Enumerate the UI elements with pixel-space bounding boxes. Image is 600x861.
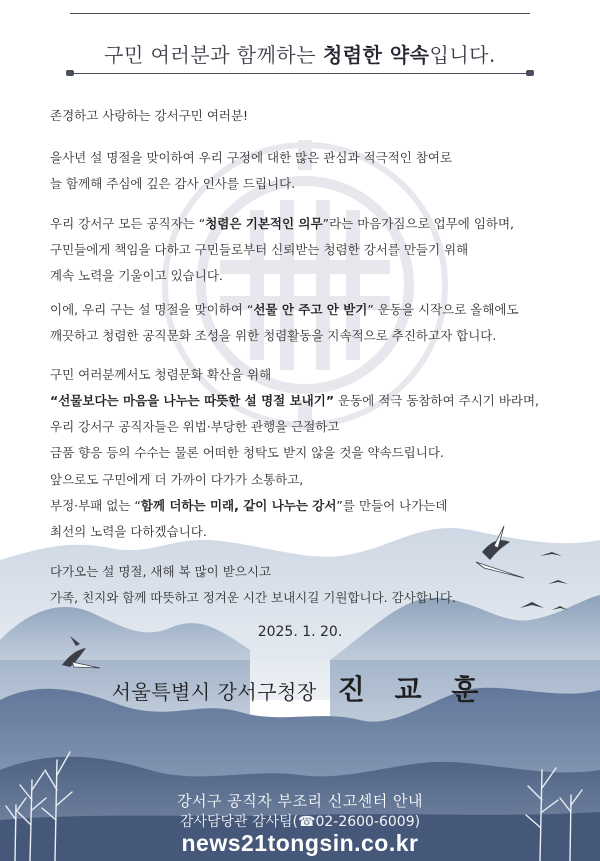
site-watermark: news21tongsin.co.kr — [181, 830, 419, 856]
paragraph-3: 이에, 우리 구는 설 명절을 맞이하여 “선물 안 주고 안 받기” 운동을 시작으로 올해에도 깨끗하고 청렴한 공직문화 조성을 위한 청렴활동을 지속적으로 추진하고자 합니다. — [50, 302, 519, 343]
footer-title: 강서구 공직자 부조리 신고센터 안내 — [177, 792, 423, 810]
greeting: 존경하고 사랑하는 강서구민 여러분! — [50, 108, 249, 123]
paragraph-4: 구민 여러분께서도 청렴문화 확산을 위해 “선물보다는 마음을 나누는 따뜻한 설 명절 보내기” 운동에 적극 동참하여 주시기 바라며, 우리 강서구 공직자들은 위법·부당한 관행을 근절하고 금품 향응 등의 수수는 물론 어떠한 청탁도 받지 않을 것을 약속드립니다. — [50, 367, 540, 460]
footer-contact: 감사담당관 감사팀(☎02-2600-6009) — [179, 814, 421, 830]
paragraph-2: 우리 강서구 모든 공직자는 “청렴은 기본적인 의무”라는 마음가짐으로 업무에 임하며, 구민들에게 책임을 다하고 구민들로부터 신뢰받는 청렴한 강서를 만들기 위해 계속 노력을 기울이고 있습니다. — [50, 216, 515, 283]
page-title: 구민 여러분과 함께하는 청렴한 약속입니다. — [104, 43, 496, 67]
letter-date: 2025. 1. 20. — [257, 624, 343, 640]
paragraph-1: 을사년 설 명절을 맞이하여 우리 구정에 대한 많은 관심과 적극적인 참여로 늘 함께해 주심에 깊은 감사 인사를 드립니다. — [50, 150, 452, 191]
signature-name: 진 교 훈 — [337, 673, 489, 706]
signature-office: 서울특별시 강서구청장 — [111, 680, 317, 704]
signature — [0, 668, 600, 708]
paragraph-5: 앞으로도 구민에게 더 가까이 다가가 소통하고, 부정·부패 없는 “함께 더하는 미래, 같이 나누는 강서”를 만들어 나가는데 최선의 노력을 다하겠습니다. — [50, 472, 448, 539]
paragraph-6: 다가오는 설 명절, 새해 복 많이 받으시고 가족, 친지와 함께 따뜻하고 정겨운 시간 보내시길 기원합니다. 감사합니다. — [50, 564, 456, 605]
